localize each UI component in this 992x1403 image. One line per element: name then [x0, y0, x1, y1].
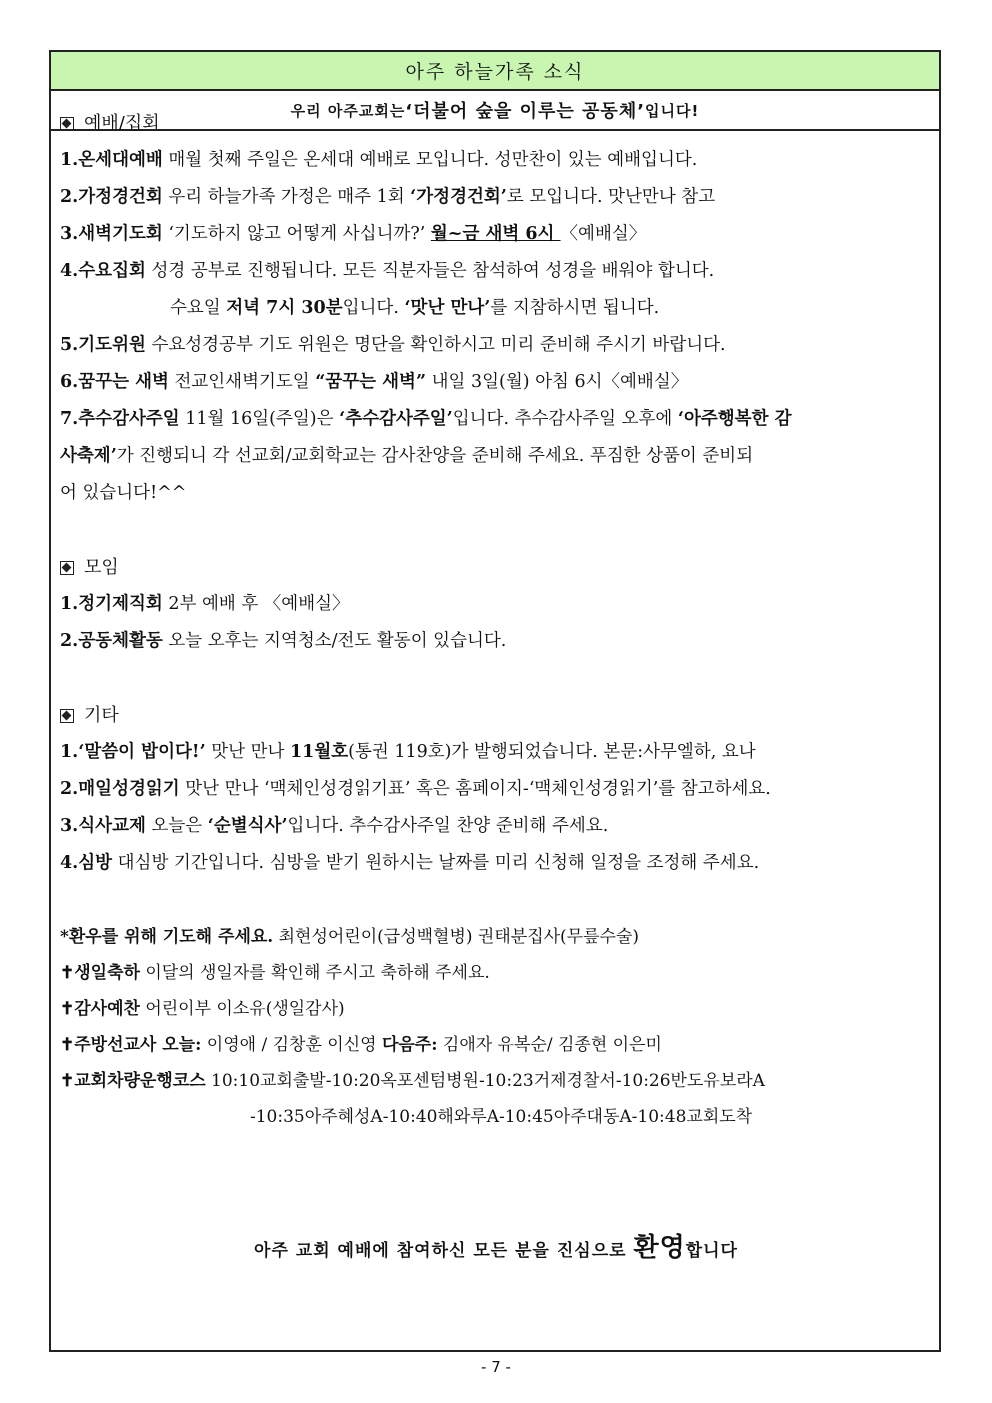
bulletin-content [60, 105, 940, 1135]
list-item [60, 142, 940, 179]
etc-section [60, 697, 940, 882]
item-text: 맛난 만나 [205, 742, 290, 762]
item-emphasis: ‘추수감사주일’ [339, 409, 453, 429]
item-text: 수요성경공부 기도 위원은 명단을 확인하시고 미리 준비해 주시기 바랍니다. [145, 335, 726, 355]
welcome-text: 합니다 [685, 1241, 738, 1261]
item-label: ✝교회차량운행코스 [60, 1071, 206, 1091]
item-emphasis: 저녁 7시 30분 [226, 298, 343, 318]
section-title-meeting [60, 549, 940, 586]
motto-prefix: 우리 아주교회는 [290, 101, 406, 120]
section-title-text: 예배/집회 [84, 113, 160, 134]
item-label: 6.꿈꾸는 새벽 [60, 372, 169, 392]
item-label: 2.매일성경읽기 [60, 779, 180, 799]
thanksgiving-note [60, 991, 940, 1027]
item-text: 입니다. 추수감사주일 찬양 준비해 주세요. [287, 816, 609, 836]
item-label: 1.‘말씀이 밥이다!’ [60, 742, 206, 762]
item-text: 최현성어린이(급성백혈병) 권태분집사(무릎수술) [273, 927, 639, 947]
item-label: 3.새벽기도회 [60, 224, 163, 244]
diamond-box-icon [60, 561, 74, 575]
item-text: -10:35아주혜성A-10:40해와루A-10:45아주대동A-10:48교회도착 [250, 1107, 753, 1127]
item-text: 이영애 / 김창훈 이신영 [201, 1035, 382, 1055]
item-label: 1.온세대예배 [60, 150, 163, 170]
item-text: 를 지참하시면 됩니다. [490, 298, 660, 318]
list-item [60, 586, 940, 623]
item-text: 내일 3일(월) 아침 6시〈예배실〉 [426, 372, 689, 392]
item-label: 3.식사교제 [60, 816, 146, 836]
section-title-etc [60, 697, 940, 734]
item-text: 입니다. 추수감사주일 오후에 [452, 409, 678, 429]
item-emphasis: ‘가정경건회’ [410, 187, 507, 207]
list-item [60, 290, 940, 327]
item-text: 이달의 생일자를 확인해 주시고 축하해 주세요. [139, 963, 490, 983]
item-text: 매월 첫째 주일은 온세대 예배로 모입니다. 성만찬이 있는 예배입니다. [162, 150, 698, 170]
bus-route-continued [60, 1099, 940, 1135]
motto-suffix: 입니다! [645, 101, 700, 120]
list-item [60, 216, 940, 253]
item-text: 대심방 기간입니다. 심방을 받기 원하시는 날짜를 미리 신청해 일정을 조정해 주세요. [112, 853, 760, 873]
kitchen-volunteers [60, 1027, 940, 1063]
item-label: 1.정기제직회 [60, 594, 163, 614]
item-label: 2.공동체활동 [60, 631, 163, 651]
item-label: 4.심방 [60, 853, 113, 873]
item-text: ‘기도하지 않고 어떻게 사십니까?’ [162, 224, 431, 244]
list-item [60, 475, 940, 512]
item-text: 맛난 만나 ‘맥체인성경읽기표’ 혹은 홈페이지-‘맥체인성경읽기’를 참고하세요. [179, 779, 771, 799]
item-emphasis: 사축제’ [60, 446, 117, 466]
item-label: 4.수요집회 [60, 261, 146, 281]
item-text: 로 모입니다. 맛난만나 참고 [506, 187, 716, 207]
diamond-box-icon [60, 117, 74, 131]
item-text: 전교인새벽기도일 [168, 372, 316, 392]
item-text: 어 있습니다!^^ [60, 483, 187, 503]
notes-section [60, 919, 940, 1135]
diamond-box-icon [60, 709, 74, 723]
section-title-text: 모임 [84, 557, 119, 578]
item-text: 11월 16일(주일)은 [179, 409, 340, 429]
item-text: 어린이부 이소유(생일감사) [139, 999, 345, 1019]
item-label: ✝주방선교사 오늘: [60, 1035, 202, 1055]
list-item [60, 327, 940, 364]
page-title: 아주 하늘가족 소식 [51, 52, 939, 91]
item-label: 7.추수감사주일 [60, 409, 180, 429]
worship-section [60, 105, 940, 512]
list-item [60, 253, 940, 290]
item-text: 오늘 오후는 지역청소/전도 활동이 있습니다. [162, 631, 507, 651]
item-text: 성경 공부로 진행됩니다. 모든 직분자들은 참석하여 성경을 배워야 합니다. [145, 261, 715, 281]
page-number: - 7 - [481, 1358, 511, 1376]
item-text: 오늘은 [145, 816, 208, 836]
item-label: *환우를 위해 기도해 주세요. [60, 927, 274, 947]
list-item [60, 808, 940, 845]
list-item [60, 179, 940, 216]
item-text: (통권 119호)가 발행되었습니다. 본문:사무엘하, 요나 [348, 742, 756, 762]
item-text: 가 진행되니 각 선교회/교회학교는 감사찬양을 준비해 주세요. 푸짐한 상품이 준비되 [116, 446, 754, 466]
section-title-worship [60, 105, 940, 142]
item-label: ✝생일축하 [60, 963, 140, 983]
item-label: 5.기도위원 [60, 335, 146, 355]
welcome-message [0, 1227, 992, 1264]
list-item [60, 623, 940, 660]
item-label: 다음주: [381, 1035, 438, 1055]
item-text: 김애자 유복순/ 김종현 이은미 [437, 1035, 662, 1055]
list-item [60, 845, 940, 882]
item-text: 입니다. [342, 298, 405, 318]
item-emphasis: “꿈꾸는 새벽” [315, 372, 427, 392]
item-emphasis: 월~금 새벽 6시 [430, 224, 561, 244]
item-emphasis: 11월호 [289, 742, 349, 762]
item-text: 〈예배실〉 [560, 224, 647, 244]
welcome-emphasis: 환영 [633, 1233, 686, 1263]
list-item [60, 364, 940, 401]
meeting-section [60, 549, 940, 660]
item-text: 10:10교회출발-10:20옥포센텀병원-10:23거제경찰서-10:26반도유보라A [205, 1071, 765, 1091]
item-text: 2부 예배 후 〈예배실〉 [162, 594, 350, 614]
item-label: ✝감사예찬 [60, 999, 140, 1019]
item-emphasis: ‘순별식사’ [207, 816, 288, 836]
prayer-request [60, 919, 940, 955]
list-item [60, 401, 940, 438]
motto-emphasis: ‘더불어 숲을 이루는 공동체’ [405, 101, 646, 122]
item-text: 수요일 [170, 298, 227, 318]
list-item [60, 771, 940, 808]
item-emphasis: ‘아주행복한 감 [677, 409, 792, 429]
birthday-note [60, 955, 940, 991]
list-item [60, 438, 940, 475]
item-label: 2.가정경건회 [60, 187, 163, 207]
item-text: 우리 하늘가족 가정은 매주 1회 [162, 187, 411, 207]
list-item [60, 734, 940, 771]
welcome-text: 아주 교회 예배에 참여하신 모든 분을 진심으로 [254, 1241, 634, 1261]
item-emphasis: ‘맛난 만나’ [404, 298, 491, 318]
section-title-text: 기타 [84, 705, 119, 726]
bus-route [60, 1063, 940, 1099]
